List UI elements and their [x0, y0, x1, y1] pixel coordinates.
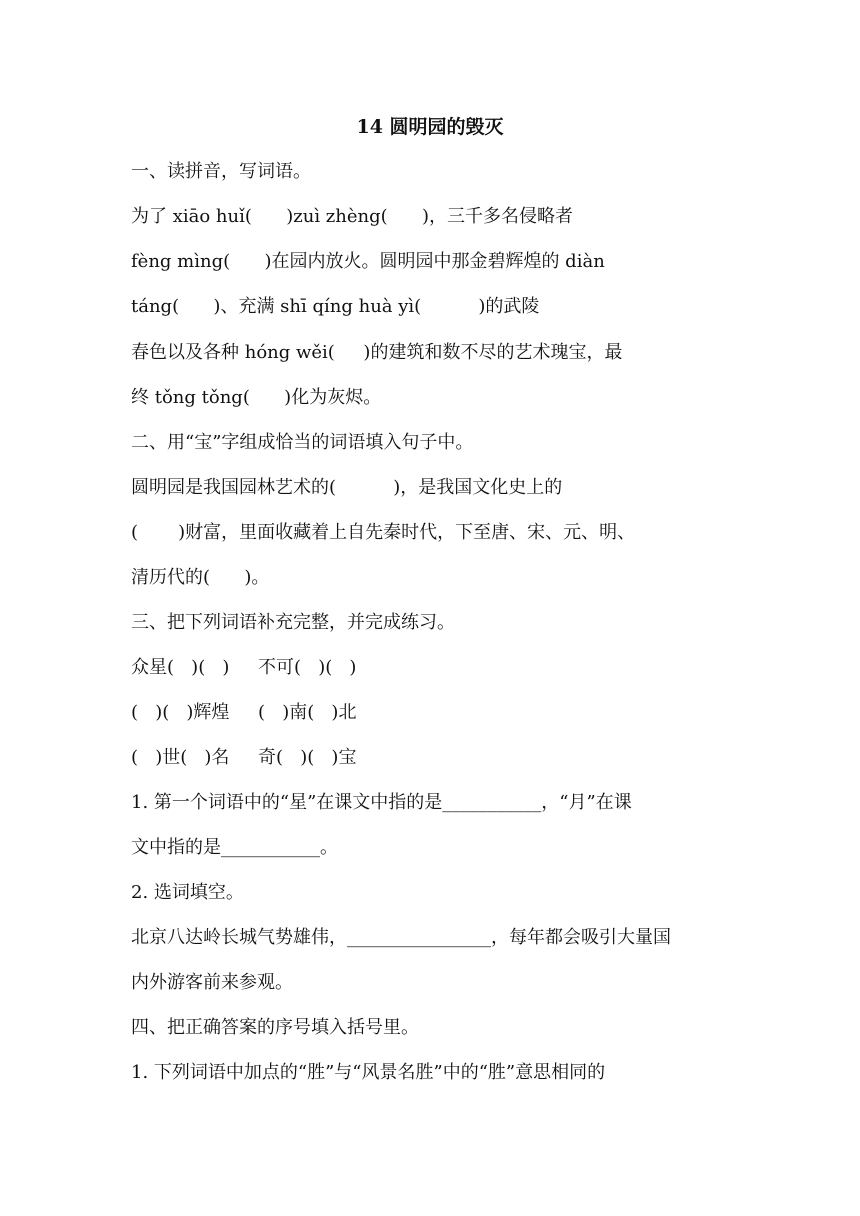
question-2-line-1: 北京八达岭长城气势雄伟，________________，每年都会吸引大量国	[131, 927, 671, 948]
section-4-heading: 四、把正确答案的序号填入括号里。	[131, 1017, 419, 1038]
question-2-heading: 2. 选词填空。	[131, 882, 244, 903]
bao-sentence-line-1: 圆明园是我国园林艺术的( )，是我国文化史上的	[131, 477, 563, 498]
page-title: 14 圆明园的毁灭	[356, 116, 504, 138]
pinyin-sentence-line-1: 为了 xiāo huǐ( )zuì zhèng( )，三千多名侵略者	[131, 206, 574, 227]
idiom-row-3: ( )世( )名 奇( )( )宝	[131, 747, 357, 768]
question-1-line-2: 文中指的是___________。	[131, 837, 338, 858]
question-2-line-2: 内外游客前来参观。	[131, 972, 293, 993]
section-3-heading: 三、把下列词语补充完整，并完成练习。	[131, 612, 455, 633]
idiom-row-2: ( )( )辉煌 ( )南( )北	[131, 702, 357, 723]
pinyin-sentence-line-5: 终 tǒng tǒng( )化为灰烬。	[131, 387, 382, 408]
pinyin-sentence-line-4: 春色以及各种 hóng wěi( )的建筑和数不尽的艺术瑰宝，最	[131, 342, 623, 363]
section-4-question-1: 1. 下列词语中加点的“胜”与“风景名胜”中的“胜”意思相同的	[131, 1062, 606, 1083]
section-2-heading: 二、用“宝”字组成恰当的词语填入句子中。	[131, 432, 474, 453]
pinyin-sentence-line-2: fèng mìng( )在园内放火。圆明园中那金碧辉煌的 diàn	[131, 251, 605, 272]
idiom-row-1: 众星( )( ) 不可( )( )	[131, 657, 357, 678]
bao-sentence-line-3: 清历代的( )。	[131, 567, 270, 588]
section-1-heading: 一、读拼音，写词语。	[131, 161, 311, 182]
pinyin-sentence-line-3: táng( )、充满 shī qíng huà yì( )的武陵	[131, 296, 540, 317]
question-1-line-1: 1. 第一个词语中的“星”在课文中指的是___________，“月”在课	[131, 792, 632, 813]
bao-sentence-line-2: ( )财富，里面收藏着上自先秦时代，下至唐、宋、元、明、	[131, 522, 636, 543]
